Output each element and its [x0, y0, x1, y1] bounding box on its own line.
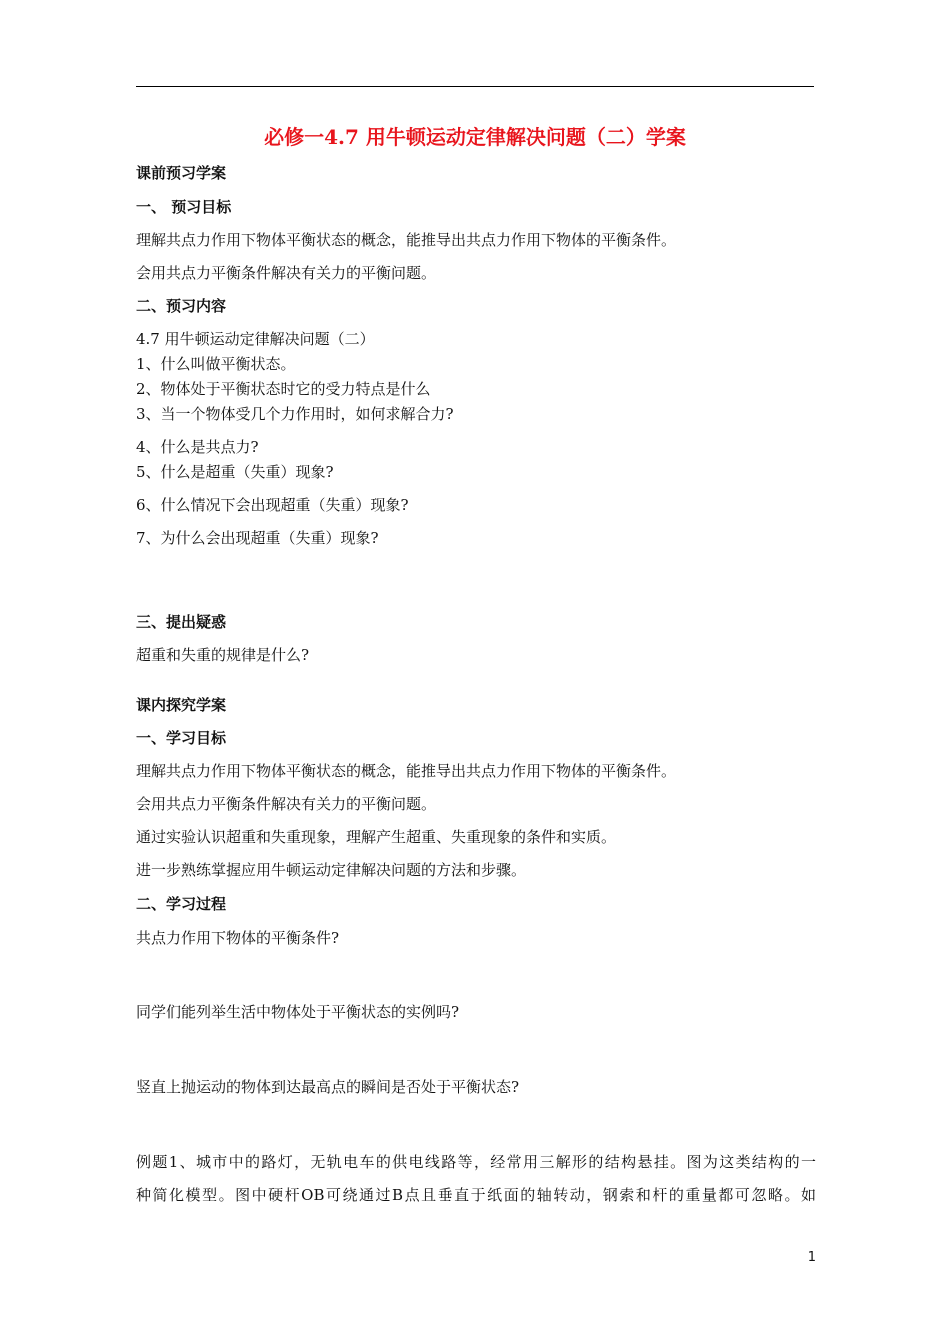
inclass-process-heading: 二、学习过程 — [136, 895, 227, 913]
preview-question-3: 3、当一个物体受几个力作用时，如何求解合力? — [136, 405, 454, 423]
example-line-1: 例题1、城市中的路灯，无轨电车的供电线路等，经常用三解形的结构悬挂。图为这类结构的一 — [136, 1153, 816, 1171]
page-title: 必修一4.7 用牛顿运动定律解决问题（二）学案 — [264, 125, 686, 149]
example-line-2: 种简化模型。图中硬杆OB可绕通过B点且垂直于纸面的轴转动，钢索和杆的重量都可忽略。如 — [136, 1186, 816, 1204]
preview-goal-1: 理解共点力作用下物体平衡状态的概念，能推导出共点力作用下物体的平衡条件。 — [136, 231, 677, 249]
header-rule — [136, 86, 814, 87]
preview-question-2: 2、物体处于平衡状态时它的受力特点是什么 — [136, 380, 431, 398]
inclass-goal-1: 理解共点力作用下物体平衡状态的概念，能推导出共点力作用下物体的平衡条件。 — [136, 762, 677, 780]
preview-question-6: 6、什么情况下会出现超重（失重）现象? — [136, 496, 409, 514]
preview-doubt-text: 超重和失重的规律是什么? — [136, 646, 310, 664]
preview-question-5: 5、什么是超重（失重）现象? — [136, 463, 334, 481]
inclass-goal-2: 会用共点力平衡条件解决有关力的平衡问题。 — [136, 795, 437, 813]
preview-question-7: 7、为什么会出现超重（失重）现象? — [136, 529, 379, 547]
page-number: 1 — [807, 1250, 816, 1265]
preview-goals-heading: 一、 预习目标 — [136, 198, 232, 216]
inclass-heading: 课内探究学案 — [136, 696, 227, 714]
inclass-goal-4: 进一步熟练掌握应用牛顿运动定律解决问题的方法和步骤。 — [136, 861, 527, 879]
preview-heading: 课前预习学案 — [136, 164, 227, 182]
inclass-goals-heading: 一、学习目标 — [136, 729, 227, 747]
inclass-goal-3: 通过实验认识超重和失重现象，理解产生超重、失重现象的条件和实质。 — [136, 828, 617, 846]
inclass-process-1: 共点力作用下物体的平衡条件? — [136, 929, 340, 947]
inclass-process-2: 同学们能列举生活中物体处于平衡状态的实例吗? — [136, 1003, 460, 1021]
preview-question-1: 1、什么叫做平衡状态。 — [136, 355, 296, 373]
preview-content-title: 4.7 用牛顿运动定律解决问题（二） — [136, 330, 375, 348]
preview-question-4: 4、什么是共点力? — [136, 438, 259, 456]
preview-content-heading: 二、预习内容 — [136, 297, 227, 315]
inclass-process-3: 竖直上抛运动的物体到达最高点的瞬间是否处于平衡状态? — [136, 1078, 520, 1096]
preview-goal-2: 会用共点力平衡条件解决有关力的平衡问题。 — [136, 264, 437, 282]
preview-doubt-heading: 三、提出疑惑 — [136, 613, 227, 631]
